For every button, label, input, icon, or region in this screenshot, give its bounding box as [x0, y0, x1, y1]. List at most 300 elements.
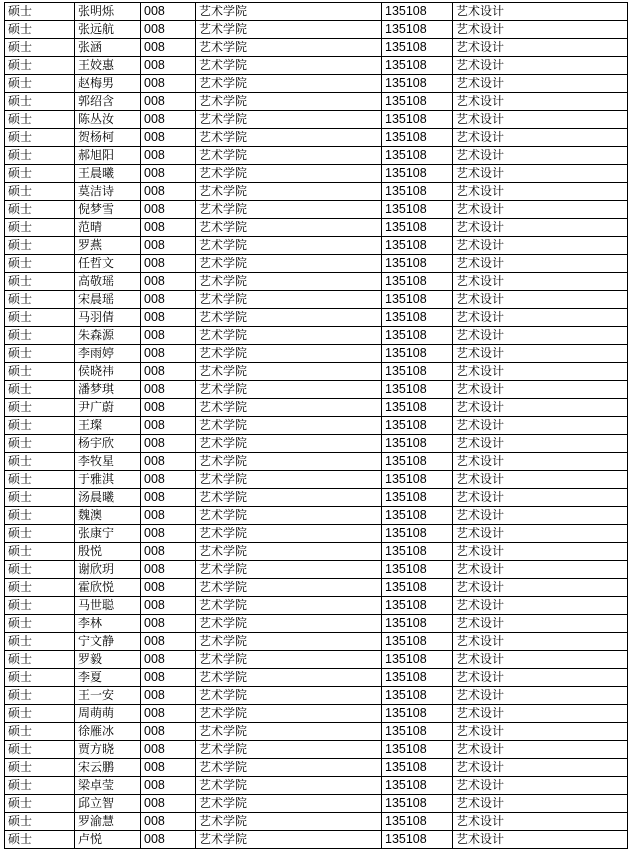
major-code-cell: 135108 [382, 633, 453, 651]
degree-cell: 硕士 [5, 687, 75, 705]
major-code-cell: 135108 [382, 309, 453, 327]
student-name-cell: 罗毅 [75, 651, 141, 669]
dept-name-cell: 艺术学院 [196, 147, 382, 165]
dept-code-cell: 008 [141, 615, 196, 633]
student-name-cell: 郝旭阳 [75, 147, 141, 165]
table-row [5, 435, 628, 453]
dept-code-cell: 008 [141, 273, 196, 291]
admission-list-table [4, 2, 628, 849]
major-name-cell: 艺术设计 [453, 507, 628, 525]
major-name-cell: 艺术设计 [453, 291, 628, 309]
table-row [5, 273, 628, 291]
table-row [5, 597, 628, 615]
major-name-cell: 艺术设计 [453, 183, 628, 201]
dept-code-cell: 008 [141, 93, 196, 111]
major-name-cell: 艺术设计 [453, 273, 628, 291]
degree-cell: 硕士 [5, 3, 75, 21]
major-code-cell: 135108 [382, 669, 453, 687]
major-code-cell: 135108 [382, 813, 453, 831]
major-code-cell: 135108 [382, 525, 453, 543]
major-code-cell: 135108 [382, 219, 453, 237]
dept-name-cell: 艺术学院 [196, 633, 382, 651]
table-row [5, 147, 628, 165]
student-name-cell: 王姣惠 [75, 57, 141, 75]
major-code-cell: 135108 [382, 759, 453, 777]
degree-cell: 硕士 [5, 543, 75, 561]
dept-code-cell: 008 [141, 597, 196, 615]
major-name-cell: 艺术设计 [453, 489, 628, 507]
degree-cell: 硕士 [5, 831, 75, 849]
dept-code-cell: 008 [141, 741, 196, 759]
dept-name-cell: 艺术学院 [196, 705, 382, 723]
dept-name-cell: 艺术学院 [196, 561, 382, 579]
major-name-cell: 艺术设计 [453, 831, 628, 849]
major-name-cell: 艺术设计 [453, 651, 628, 669]
table-row [5, 363, 628, 381]
dept-code-cell: 008 [141, 345, 196, 363]
major-code-cell: 135108 [382, 597, 453, 615]
dept-name-cell: 艺术学院 [196, 201, 382, 219]
major-code-cell: 135108 [382, 237, 453, 255]
table-row [5, 669, 628, 687]
dept-name-cell: 艺术学院 [196, 741, 382, 759]
student-name-cell: 马世聪 [75, 597, 141, 615]
student-name-cell: 王璨 [75, 417, 141, 435]
major-code-cell: 135108 [382, 831, 453, 849]
major-code-cell: 135108 [382, 435, 453, 453]
student-name-cell: 朱森源 [75, 327, 141, 345]
dept-name-cell: 艺术学院 [196, 759, 382, 777]
table-row [5, 831, 628, 849]
major-name-cell: 艺术设计 [453, 147, 628, 165]
student-name-cell: 范晴 [75, 219, 141, 237]
table-row [5, 183, 628, 201]
dept-code-cell: 008 [141, 327, 196, 345]
major-name-cell: 艺术设计 [453, 795, 628, 813]
table-row [5, 255, 628, 273]
degree-cell: 硕士 [5, 93, 75, 111]
student-name-cell: 高敬瑶 [75, 273, 141, 291]
dept-code-cell: 008 [141, 399, 196, 417]
degree-cell: 硕士 [5, 651, 75, 669]
dept-name-cell: 艺术学院 [196, 723, 382, 741]
degree-cell: 硕士 [5, 309, 75, 327]
student-name-cell: 宋晨瑶 [75, 291, 141, 309]
major-name-cell: 艺术设计 [453, 75, 628, 93]
dept-name-cell: 艺术学院 [196, 363, 382, 381]
degree-cell: 硕士 [5, 615, 75, 633]
major-name-cell: 艺术设计 [453, 633, 628, 651]
dept-name-cell: 艺术学院 [196, 111, 382, 129]
major-code-cell: 135108 [382, 615, 453, 633]
table-row [5, 471, 628, 489]
student-name-cell: 魏澳 [75, 507, 141, 525]
dept-name-cell: 艺术学院 [196, 615, 382, 633]
table-row [5, 777, 628, 795]
table-row [5, 57, 628, 75]
degree-cell: 硕士 [5, 183, 75, 201]
dept-code-cell: 008 [141, 291, 196, 309]
major-name-cell: 艺术设计 [453, 741, 628, 759]
dept-code-cell: 008 [141, 687, 196, 705]
major-code-cell: 135108 [382, 327, 453, 345]
table-row [5, 111, 628, 129]
major-name-cell: 艺术设计 [453, 345, 628, 363]
degree-cell: 硕士 [5, 273, 75, 291]
student-name-cell: 侯晓祎 [75, 363, 141, 381]
dept-code-cell: 008 [141, 75, 196, 93]
major-code-cell: 135108 [382, 21, 453, 39]
major-name-cell: 艺术设计 [453, 453, 628, 471]
major-code-cell: 135108 [382, 111, 453, 129]
dept-code-cell: 008 [141, 417, 196, 435]
major-name-cell: 艺术设计 [453, 777, 628, 795]
student-name-cell: 贺杨柯 [75, 129, 141, 147]
dept-name-cell: 艺术学院 [196, 687, 382, 705]
dept-name-cell: 艺术学院 [196, 579, 382, 597]
major-name-cell: 艺术设计 [453, 255, 628, 273]
major-name-cell: 艺术设计 [453, 309, 628, 327]
student-name-cell: 徐雁冰 [75, 723, 141, 741]
student-name-cell: 张明烁 [75, 3, 141, 21]
major-code-cell: 135108 [382, 183, 453, 201]
table-row [5, 687, 628, 705]
dept-name-cell: 艺术学院 [196, 75, 382, 93]
major-name-cell: 艺术设计 [453, 813, 628, 831]
major-name-cell: 艺术设计 [453, 615, 628, 633]
degree-cell: 硕士 [5, 471, 75, 489]
student-name-cell: 赵梅男 [75, 75, 141, 93]
table-row [5, 21, 628, 39]
major-name-cell: 艺术设计 [453, 327, 628, 345]
major-name-cell: 艺术设计 [453, 597, 628, 615]
dept-name-cell: 艺术学院 [196, 183, 382, 201]
degree-cell: 硕士 [5, 561, 75, 579]
table-body [5, 3, 628, 849]
dept-name-cell: 艺术学院 [196, 417, 382, 435]
table-row [5, 705, 628, 723]
student-name-cell: 谢欣玥 [75, 561, 141, 579]
dept-code-cell: 008 [141, 111, 196, 129]
dept-code-cell: 008 [141, 831, 196, 849]
degree-cell: 硕士 [5, 21, 75, 39]
dept-code-cell: 008 [141, 129, 196, 147]
dept-code-cell: 008 [141, 183, 196, 201]
degree-cell: 硕士 [5, 777, 75, 795]
table-row [5, 381, 628, 399]
table-row [5, 561, 628, 579]
table-row [5, 759, 628, 777]
table-row [5, 651, 628, 669]
major-code-cell: 135108 [382, 777, 453, 795]
dept-code-cell: 008 [141, 381, 196, 399]
degree-cell: 硕士 [5, 129, 75, 147]
degree-cell: 硕士 [5, 597, 75, 615]
major-code-cell: 135108 [382, 399, 453, 417]
dept-name-cell: 艺术学院 [196, 597, 382, 615]
major-code-cell: 135108 [382, 561, 453, 579]
dept-name-cell: 艺术学院 [196, 507, 382, 525]
major-code-cell: 135108 [382, 381, 453, 399]
dept-code-cell: 008 [141, 705, 196, 723]
degree-cell: 硕士 [5, 669, 75, 687]
degree-cell: 硕士 [5, 75, 75, 93]
major-name-cell: 艺术设计 [453, 111, 628, 129]
dept-code-cell: 008 [141, 363, 196, 381]
major-name-cell: 艺术设计 [453, 723, 628, 741]
degree-cell: 硕士 [5, 417, 75, 435]
dept-code-cell: 008 [141, 255, 196, 273]
student-name-cell: 莫洁诗 [75, 183, 141, 201]
dept-name-cell: 艺术学院 [196, 237, 382, 255]
student-name-cell: 邱立智 [75, 795, 141, 813]
degree-cell: 硕士 [5, 705, 75, 723]
dept-name-cell: 艺术学院 [196, 93, 382, 111]
major-name-cell: 艺术设计 [453, 471, 628, 489]
major-name-cell: 艺术设计 [453, 579, 628, 597]
dept-name-cell: 艺术学院 [196, 435, 382, 453]
student-name-cell: 张远航 [75, 21, 141, 39]
major-code-cell: 135108 [382, 201, 453, 219]
table-row [5, 219, 628, 237]
major-code-cell: 135108 [382, 795, 453, 813]
table-row [5, 615, 628, 633]
major-name-cell: 艺术设计 [453, 687, 628, 705]
dept-code-cell: 008 [141, 813, 196, 831]
dept-code-cell: 008 [141, 723, 196, 741]
dept-code-cell: 008 [141, 219, 196, 237]
table-row [5, 399, 628, 417]
degree-cell: 硕士 [5, 363, 75, 381]
major-code-cell: 135108 [382, 507, 453, 525]
major-name-cell: 艺术设计 [453, 165, 628, 183]
degree-cell: 硕士 [5, 327, 75, 345]
degree-cell: 硕士 [5, 57, 75, 75]
student-name-cell: 李林 [75, 615, 141, 633]
degree-cell: 硕士 [5, 435, 75, 453]
student-name-cell: 宋云鹏 [75, 759, 141, 777]
major-name-cell: 艺术设计 [453, 705, 628, 723]
dept-code-cell: 008 [141, 165, 196, 183]
student-name-cell: 张涵 [75, 39, 141, 57]
major-name-cell: 艺术设计 [453, 417, 628, 435]
dept-name-cell: 艺术学院 [196, 453, 382, 471]
degree-cell: 硕士 [5, 579, 75, 597]
student-name-cell: 宁文静 [75, 633, 141, 651]
dept-name-cell: 艺术学院 [196, 777, 382, 795]
degree-cell: 硕士 [5, 147, 75, 165]
major-name-cell: 艺术设计 [453, 237, 628, 255]
student-name-cell: 于雅淇 [75, 471, 141, 489]
dept-code-cell: 008 [141, 57, 196, 75]
table-row [5, 201, 628, 219]
table-row [5, 75, 628, 93]
dept-code-cell: 008 [141, 147, 196, 165]
dept-code-cell: 008 [141, 201, 196, 219]
table-row [5, 237, 628, 255]
major-name-cell: 艺术设计 [453, 57, 628, 75]
major-name-cell: 艺术设计 [453, 93, 628, 111]
dept-name-cell: 艺术学院 [196, 273, 382, 291]
major-code-cell: 135108 [382, 687, 453, 705]
major-name-cell: 艺术设计 [453, 129, 628, 147]
dept-name-cell: 艺术学院 [196, 399, 382, 417]
table-row [5, 291, 628, 309]
dept-code-cell: 008 [141, 453, 196, 471]
major-name-cell: 艺术设计 [453, 759, 628, 777]
major-code-cell: 135108 [382, 273, 453, 291]
major-name-cell: 艺术设计 [453, 21, 628, 39]
table-row [5, 345, 628, 363]
major-code-cell: 135108 [382, 651, 453, 669]
student-name-cell: 郭绍含 [75, 93, 141, 111]
table-row [5, 129, 628, 147]
degree-cell: 硕士 [5, 759, 75, 777]
dept-code-cell: 008 [141, 435, 196, 453]
degree-cell: 硕士 [5, 453, 75, 471]
student-name-cell: 尹广蔚 [75, 399, 141, 417]
table-row [5, 309, 628, 327]
major-name-cell: 艺术设计 [453, 543, 628, 561]
major-code-cell: 135108 [382, 417, 453, 435]
dept-code-cell: 008 [141, 543, 196, 561]
major-name-cell: 艺术设计 [453, 39, 628, 57]
student-name-cell: 霍欣悦 [75, 579, 141, 597]
table-row [5, 165, 628, 183]
dept-name-cell: 艺术学院 [196, 651, 382, 669]
student-name-cell: 马羽倩 [75, 309, 141, 327]
dept-name-cell: 艺术学院 [196, 291, 382, 309]
major-name-cell: 艺术设计 [453, 561, 628, 579]
degree-cell: 硕士 [5, 165, 75, 183]
table-row [5, 723, 628, 741]
dept-name-cell: 艺术学院 [196, 219, 382, 237]
table-row [5, 633, 628, 651]
dept-code-cell: 008 [141, 759, 196, 777]
major-code-cell: 135108 [382, 165, 453, 183]
degree-cell: 硕士 [5, 345, 75, 363]
dept-code-cell: 008 [141, 39, 196, 57]
student-name-cell: 贾方晓 [75, 741, 141, 759]
student-name-cell: 李牧星 [75, 453, 141, 471]
dept-name-cell: 艺术学院 [196, 795, 382, 813]
table-row [5, 813, 628, 831]
major-name-cell: 艺术设计 [453, 669, 628, 687]
dept-name-cell: 艺术学院 [196, 489, 382, 507]
dept-name-cell: 艺术学院 [196, 165, 382, 183]
dept-name-cell: 艺术学院 [196, 129, 382, 147]
student-name-cell: 罗渝慧 [75, 813, 141, 831]
table-row [5, 417, 628, 435]
major-name-cell: 艺术设计 [453, 381, 628, 399]
student-name-cell: 王晨曦 [75, 165, 141, 183]
dept-code-cell: 008 [141, 21, 196, 39]
dept-name-cell: 艺术学院 [196, 309, 382, 327]
dept-code-cell: 008 [141, 633, 196, 651]
major-code-cell: 135108 [382, 705, 453, 723]
table-row [5, 525, 628, 543]
dept-code-cell: 008 [141, 489, 196, 507]
degree-cell: 硕士 [5, 507, 75, 525]
dept-name-cell: 艺术学院 [196, 543, 382, 561]
table-row [5, 327, 628, 345]
degree-cell: 硕士 [5, 237, 75, 255]
dept-code-cell: 008 [141, 795, 196, 813]
student-name-cell: 汤晨曦 [75, 489, 141, 507]
dept-code-cell: 008 [141, 507, 196, 525]
major-name-cell: 艺术设计 [453, 399, 628, 417]
student-name-cell: 潘梦琪 [75, 381, 141, 399]
table-row [5, 543, 628, 561]
table-row [5, 741, 628, 759]
dept-code-cell: 008 [141, 669, 196, 687]
dept-name-cell: 艺术学院 [196, 471, 382, 489]
major-code-cell: 135108 [382, 489, 453, 507]
dept-code-cell: 008 [141, 237, 196, 255]
major-code-cell: 135108 [382, 93, 453, 111]
degree-cell: 硕士 [5, 399, 75, 417]
major-name-cell: 艺术设计 [453, 219, 628, 237]
student-name-cell: 王一安 [75, 687, 141, 705]
dept-name-cell: 艺术学院 [196, 813, 382, 831]
dept-code-cell: 008 [141, 651, 196, 669]
degree-cell: 硕士 [5, 111, 75, 129]
degree-cell: 硕士 [5, 633, 75, 651]
degree-cell: 硕士 [5, 813, 75, 831]
dept-code-cell: 008 [141, 3, 196, 21]
dept-name-cell: 艺术学院 [196, 525, 382, 543]
table-row [5, 489, 628, 507]
degree-cell: 硕士 [5, 723, 75, 741]
dept-code-cell: 008 [141, 777, 196, 795]
major-name-cell: 艺术设计 [453, 435, 628, 453]
major-code-cell: 135108 [382, 129, 453, 147]
table-row [5, 507, 628, 525]
student-name-cell: 杨宇欣 [75, 435, 141, 453]
degree-cell: 硕士 [5, 489, 75, 507]
major-name-cell: 艺术设计 [453, 525, 628, 543]
dept-code-cell: 008 [141, 309, 196, 327]
student-name-cell: 陈丛汝 [75, 111, 141, 129]
dept-name-cell: 艺术学院 [196, 327, 382, 345]
student-name-cell: 倪梦雪 [75, 201, 141, 219]
degree-cell: 硕士 [5, 741, 75, 759]
student-name-cell: 卢悦 [75, 831, 141, 849]
major-code-cell: 135108 [382, 723, 453, 741]
degree-cell: 硕士 [5, 39, 75, 57]
dept-name-cell: 艺术学院 [196, 57, 382, 75]
major-code-cell: 135108 [382, 39, 453, 57]
dept-name-cell: 艺术学院 [196, 3, 382, 21]
dept-name-cell: 艺术学院 [196, 345, 382, 363]
student-name-cell: 李雨婷 [75, 345, 141, 363]
dept-code-cell: 008 [141, 561, 196, 579]
major-code-cell: 135108 [382, 471, 453, 489]
student-name-cell: 周萌萌 [75, 705, 141, 723]
major-code-cell: 135108 [382, 75, 453, 93]
major-code-cell: 135108 [382, 57, 453, 75]
student-name-cell: 任哲文 [75, 255, 141, 273]
dept-name-cell: 艺术学院 [196, 39, 382, 57]
table-row [5, 579, 628, 597]
table-row [5, 795, 628, 813]
degree-cell: 硕士 [5, 219, 75, 237]
degree-cell: 硕士 [5, 525, 75, 543]
student-name-cell: 张康宁 [75, 525, 141, 543]
dept-name-cell: 艺术学院 [196, 381, 382, 399]
degree-cell: 硕士 [5, 255, 75, 273]
major-code-cell: 135108 [382, 3, 453, 21]
